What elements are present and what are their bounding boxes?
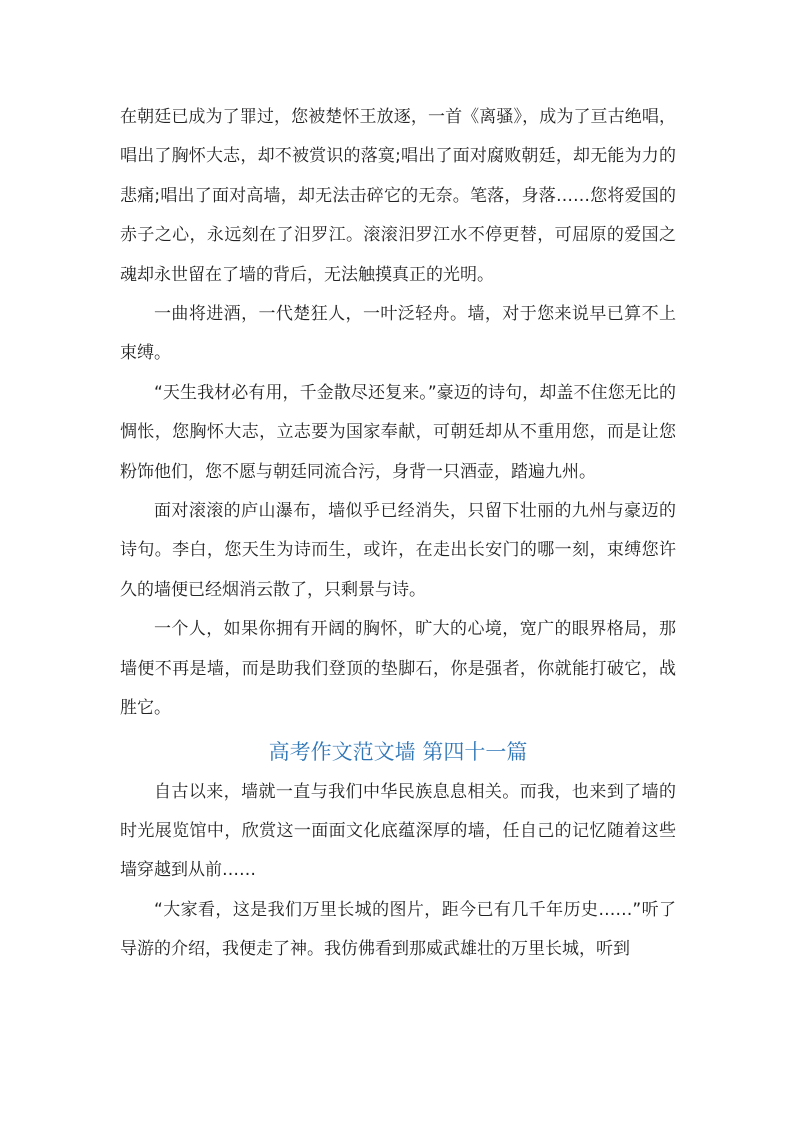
paragraph: 一曲将进酒，一代楚狂人，一叶泛轻舟。墙，对于您来说早已算不上束缚。 (120, 304, 676, 364)
paragraph: 面对滚滚的庐山瀑布，墙似乎已经消失，只留下壮丽的九州与豪迈的诗句。李白，您天生为诗而生，或许，在走出长安门的哪一刻，束缚您许久的墙便已经烟消云散了，只剩景与诗。 (120, 501, 676, 600)
paragraph: “天生我材必有用，千金散尽还复来。”豪迈的诗句，却盖不住您无比的惆怅，您胸怀大志，立志要为国家奉献，可朝廷却从不重用您，而是让您粉饰他们，您不愿与朝廷同流合污，身背一只酒壶，踏遍九州。 (120, 382, 676, 482)
section-heading: 高考作文范文墙 第四十一篇 (268, 739, 528, 764)
document-page (120, 98, 676, 970)
paragraph: 一个人，如果你拥有开阔的胸怀，旷大的心境，宽广的眼界格局，那墙便不再是墙，而是助我们登顶的垫脚石，你是强者，你就能打破它，战胜它。 (120, 619, 676, 719)
paragraph: 自古以来，墙就一直与我们中华民族息息相关。而我，也来到了墙的时光展览馆中，欣赏这一面面文化底蕴深厚的墙，任自己的记忆随着这些墙穿越到从前…… (120, 781, 676, 881)
paragraph-continuation: 在朝廷已成为了罪过，您被楚怀王放逐，一首《离骚》，成为了亘古绝唱，唱出了胸怀大志，却不被赏识的落寞;唱出了面对腐败朝廷，却无能为力的悲痛;唱出了面对高墙，却无法击碎它的无奈。笔落，身落……您将爱国的赤子之心，永远刻在了汨罗江。滚滚汨罗江水不停更替，可屈原的爱国之魂却永世留在了墙的背后，无法触摸真正的光明。 (120, 107, 676, 285)
paragraph: “大家看，这是我们万里长城的图片，距今已有几千年历史……”听了导游的介绍，我便走了神。我仿佛看到那威武雄壮的万里长城，听到 (120, 899, 676, 960)
